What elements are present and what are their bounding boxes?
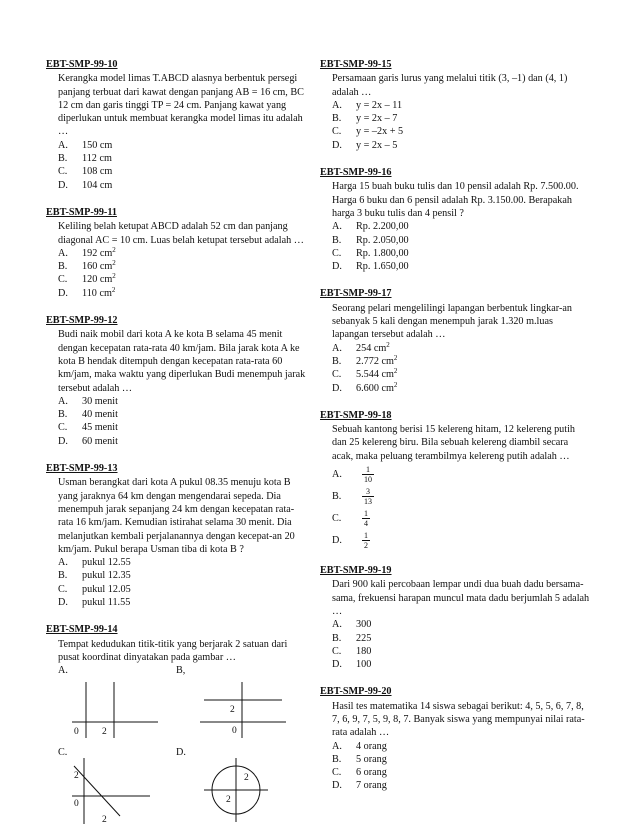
tick-label: 2 xyxy=(230,705,235,716)
question-title: EBT-SMP-99-10 xyxy=(46,59,118,70)
fraction: $\frac{1}{2}$ xyxy=(364,531,368,551)
graph-label-d: D. xyxy=(176,747,186,759)
option-a: A. Rp. 2.200,00 xyxy=(332,221,409,233)
question-14 xyxy=(46,623,308,824)
question-body: Harga 15 buah buku tulis dan 10 pensil adalah Rp. 7.500.00. Harga 6 buku dan 6 pensil adalah Rp. 3.150.00. Berapakah harga 3 buku tulis dan 4 pensil ? xyxy=(332,181,579,219)
graph-d xyxy=(196,756,276,830)
question-title: EBT-SMP-99-12 xyxy=(46,315,118,327)
question-body: Sebuah kantong berisi 15 kelereng hitam, 12 kelereng putih dan 25 kelereng biru. Bila sebuah kelereng diambil secara acak, maka peluang terambilmya kelereng putih adalah … xyxy=(332,424,576,462)
question-18 xyxy=(320,409,590,550)
graph-label-a: A. xyxy=(58,665,68,677)
option-c: C. $\frac{1}{4}$ xyxy=(332,509,368,529)
option-d: D. 104 cm xyxy=(58,179,113,191)
question-body: Seorang pelari mengelilingi lapangan berbentuk lingkar-an sebanyak 5 kali dengan menempuh jarak 1.320 m.luas lapangan tersebut adalah … xyxy=(332,302,572,341)
option-b: B. Rp. 2.050,00 xyxy=(332,234,409,246)
question-16 xyxy=(320,166,590,273)
tick-label: 2 xyxy=(74,771,79,782)
question-title: EBT-SMP-99-19 xyxy=(320,565,392,577)
question-title: EBT-SMP-99-15 xyxy=(320,59,392,70)
question-title: EBT-SMP-99-11 xyxy=(46,206,117,218)
question-body: Usman berangkat dari kota A pukul 08.35 menuju kota B yang jaraknya 64 km dengan mengendarai sepeda. Dia menempuh jarak sepanjang 24 km dengan kecepatan rata-rata 16 km/jam. Kemudian istirahat selama 30 menit. Dia melanjutkan kembali perjalanannya dengan kecepat-an 20 km/jam. Pukul berapa Usman tiba di kota B ? xyxy=(58,477,295,555)
question-15 xyxy=(320,58,590,152)
option-d: D. Rp. 1.650,00 xyxy=(332,261,409,273)
option-d: D. 6.600 $cm^2$ xyxy=(332,380,398,394)
option-a: A. 254 $cm^2$ xyxy=(332,340,390,354)
question-title: EBT-SMP-99-18 xyxy=(320,409,392,421)
question-title: EBT-SMP-99-13 xyxy=(46,463,118,475)
question-body: Kerangka model limas T.ABCD alasnya berbentuk persegi panjang terbuat dari kawat dengan panjang AB = 16 cm, BC 12 cm dan garis tinggi TP = 24 cm. Panjang kawat yang diperlukan untuk membuat kerangka model limas itu adalah … xyxy=(58,73,304,138)
option-b: B. 225 xyxy=(332,632,372,644)
fraction: $\frac{3}{13}$ xyxy=(364,487,372,507)
question-12 xyxy=(46,314,308,448)
graph-c xyxy=(70,756,160,830)
option-d: D. 100 xyxy=(332,659,372,671)
graph-label-c: C. xyxy=(58,747,68,759)
option-b: B. pukul 12.35 xyxy=(58,570,131,582)
graph-label-b: B, xyxy=(176,665,186,677)
option-c: C. pukul 12.05 xyxy=(58,583,131,595)
question-title: EBT-SMP-99-16 xyxy=(320,167,392,179)
option-b: B. 112 cm xyxy=(58,153,112,165)
option-a: A. $\frac{1}{10}$ xyxy=(332,465,372,485)
question-19 xyxy=(320,564,590,671)
question-11 xyxy=(46,206,308,300)
option-a: A. y = 2x – 11 xyxy=(332,99,403,111)
option-a: A. pukul 12.55 xyxy=(58,557,131,569)
option-d: D. pukul 11.55 xyxy=(58,596,131,608)
graph-options xyxy=(46,664,308,824)
graph-a xyxy=(70,676,160,744)
question-title: EBT-SMP-99-14 xyxy=(46,624,118,636)
option-c: C. 180 xyxy=(332,645,372,657)
option-c: C. 108 cm xyxy=(58,166,113,178)
option-b: B. y = 2x – 7 xyxy=(332,113,398,125)
tick-label: 2 xyxy=(226,795,231,806)
option-d: D. 110 $cm^2$ xyxy=(58,285,116,299)
option-a: A. 150 cm xyxy=(58,139,113,151)
tick-label: 2 xyxy=(102,815,107,826)
option-c: C. 45 menit xyxy=(58,422,118,434)
option-b: B. $\frac{3}{13}$ xyxy=(332,487,372,507)
question-body: Budi naik mobil dari kota A ke kota B selama 45 menit dengan kecepatan rata-rata 40 km/jam. Bila jarak kota A ke kota B hendak ditempuh dengan kecepatan rata-rata 60 km/jam, maka waktu yang diperlukan Budi menempuh jarak tersebut adalah … xyxy=(58,329,306,394)
question-title: EBT-SMP-99-20 xyxy=(320,686,392,698)
option-b: B. 5 orang xyxy=(332,753,387,765)
option-d: D. y = 2x – 5 xyxy=(332,139,398,151)
option-c: C. y = –2x + 5 xyxy=(332,126,404,138)
origin-label: 0 xyxy=(74,727,79,738)
option-b: B. 2.772 $cm^2$ xyxy=(332,353,398,367)
option-a: A. 192 $cm^2$ xyxy=(58,245,116,259)
left-column xyxy=(46,58,308,838)
tick-label: 2 xyxy=(244,773,249,784)
option-b: B. 40 menit xyxy=(58,409,118,421)
question-body: Keliling belah ketupat ABCD adalah 52 cm dan panjang diagonal AC = 10 cm. Luas belah ketupat tersebut adalah … xyxy=(58,221,304,246)
option-b: B. 160 $cm^2$ xyxy=(58,259,116,273)
question-body: Dari 900 kali percobaan lempar undi dua buah dadu bersama-sama, frekuensi harapan muncul mata dadu berjumlah 5 adalah … xyxy=(332,579,590,617)
option-a: A. 30 menit xyxy=(58,395,118,407)
question-17 xyxy=(320,287,590,394)
option-d: D. 60 menit xyxy=(58,435,118,447)
question-body: Hasil tes matematika 14 siswa sebagai berikut: 4, 5, 5, 6, 7, 8, 7, 6, 9, 7, 5, 9, 8, 7. Banyak siswa yang mempunyai nilai rata-rata adalah … xyxy=(332,700,585,739)
option-c: C. Rp. 1.800,00 xyxy=(332,247,409,259)
question-10 xyxy=(46,58,308,192)
fraction: $\frac{1}{10}$ xyxy=(364,465,372,485)
origin-label: 0 xyxy=(232,726,237,737)
origin-label: 0 xyxy=(74,799,79,810)
right-column xyxy=(320,58,590,807)
option-c: C. 120 $cm^2$ xyxy=(58,272,116,286)
question-body: Persamaan garis lurus yang melalui titik (3, –1) dan (4, 1) adalah … xyxy=(332,73,568,98)
fraction: $\frac{1}{4}$ xyxy=(364,509,368,529)
option-d: D. 7 orang xyxy=(332,780,387,792)
question-title: EBT-SMP-99-17 xyxy=(320,288,392,300)
option-a: A. 4 orang xyxy=(332,740,387,752)
option-c: C. 6 orang xyxy=(332,767,387,779)
option-c: C. 5.544 $cm^2$ xyxy=(332,367,398,381)
locus-line xyxy=(74,766,120,816)
question-13 xyxy=(46,462,308,609)
option-a: A. 300 xyxy=(332,619,372,631)
graph-b xyxy=(186,676,286,744)
option-d: D. $\frac{1}{2}$ xyxy=(332,531,368,551)
tick-label: 2 xyxy=(102,727,107,738)
question-body: Tempat kedudukan titik-titik yang berjarak 2 satuan dari pusat koordinat dinyatakan pada gambar … xyxy=(58,638,288,663)
question-20 xyxy=(320,685,590,792)
